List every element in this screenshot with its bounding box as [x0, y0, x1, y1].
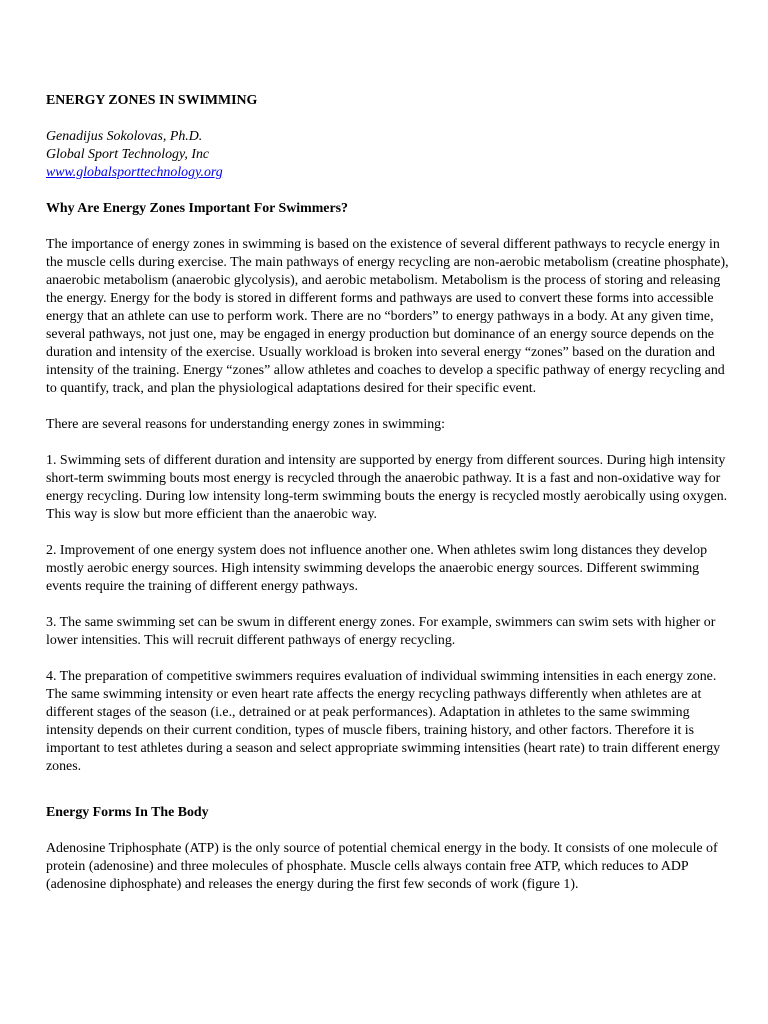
- author-byline: [46, 128, 734, 182]
- website-link[interactable]: www.globalsporttechnology.org: [46, 165, 223, 180]
- reason-item-3: 3. The same swimming set can be swum in different energy zones. For example, swimmers can swim sets with higher or lower intensities. This will recruit different pathways of energy recycling.: [46, 615, 716, 648]
- paragraph-importance: The importance of energy zones in swimming is based on the existence of several different pathways to recycle energy in the muscle cells during exercise. The main pathways of energy recycling are non-aerobic metabolism (creatine phosphate), anaerobic metabolism (anaerobic glycolysis), and aerobic metabolism. Metabolism is the process of storing and releasing the energy. Energy for the body is stored in different forms and pathways are used to convert these forms into accessible energy that an athlete can use to perform work. There are no “borders” to energy pathways in a body. At any given time, several pathways, not just one, may be engaged in energy production but dominance of an energy source depends on the duration and intensity of the exercise. Usually workload is broken into several energy “zones” based on the duration and intensity of the training. Energy “zones” allow athletes and coaches to develop a specific pathway of energy recycling and to quantify, track, and plan the physiological adaptations desired for their specific event.: [46, 237, 729, 396]
- section-divider-space: [46, 794, 734, 804]
- reason-item-4: 4. The preparation of competitive swimmers requires evaluation of individual swimming intensities in each energy zone. The same swimming intensity or even heart rate affects the energy recycling pathways differently when athletes are at different stages of the season (i.e., detrained or at peak performances). Adaptation in athletes to the same swimming intensity depends on their current condition, types of muscle fibers, training history, and other factors. Therefore it is important to test athletes during a season and select appropriate swimming intensities (heart rate) to train different energy zones.: [46, 669, 721, 774]
- author-organization: Global Sport Technology, Inc: [46, 147, 210, 162]
- reason-item-1: 1. Swimming sets of different duration and intensity are supported by energy from different sources. During high intensity short-term swimming bouts most energy is recycled through the anaerobic pathway. It is a fast and non-oxidative way for energy recycling. During low intensity long-term swimming bouts the energy is recycled mostly aerobically using oxygen. This way is slow but more efficient than the anaerobic way.: [46, 453, 728, 522]
- section-heading-energy-forms: Energy Forms In The Body: [46, 805, 209, 820]
- reason-item-2: 2. Improvement of one energy system does not influence another one. When athletes swim long distances they develop mostly aerobic energy sources. High intensity swimming develops the anaerobic energy sources. Different swimming events require the training of different energy pathways.: [46, 543, 708, 594]
- paragraph-reasons-intro: There are several reasons for understanding energy zones in swimming:: [46, 417, 445, 432]
- document-title: ENERGY ZONES IN SWIMMING: [46, 93, 258, 108]
- section-heading-why-energy-zones: Why Are Energy Zones Important For Swimmers?: [46, 201, 348, 216]
- paragraph-atp: Adenosine Triphosphate (ATP) is the only source of potential chemical energy in the body. It consists of one molecule of protein (adenosine) and three molecules of phosphate. Muscle cells always contain free ATP, which reduces to ADP (adenosine diphosphate) and releases the energy during the first few seconds of work (figure 1).: [46, 841, 718, 892]
- author-name: Genadijus Sokolovas, Ph.D.: [46, 129, 203, 144]
- document-body: [46, 92, 734, 912]
